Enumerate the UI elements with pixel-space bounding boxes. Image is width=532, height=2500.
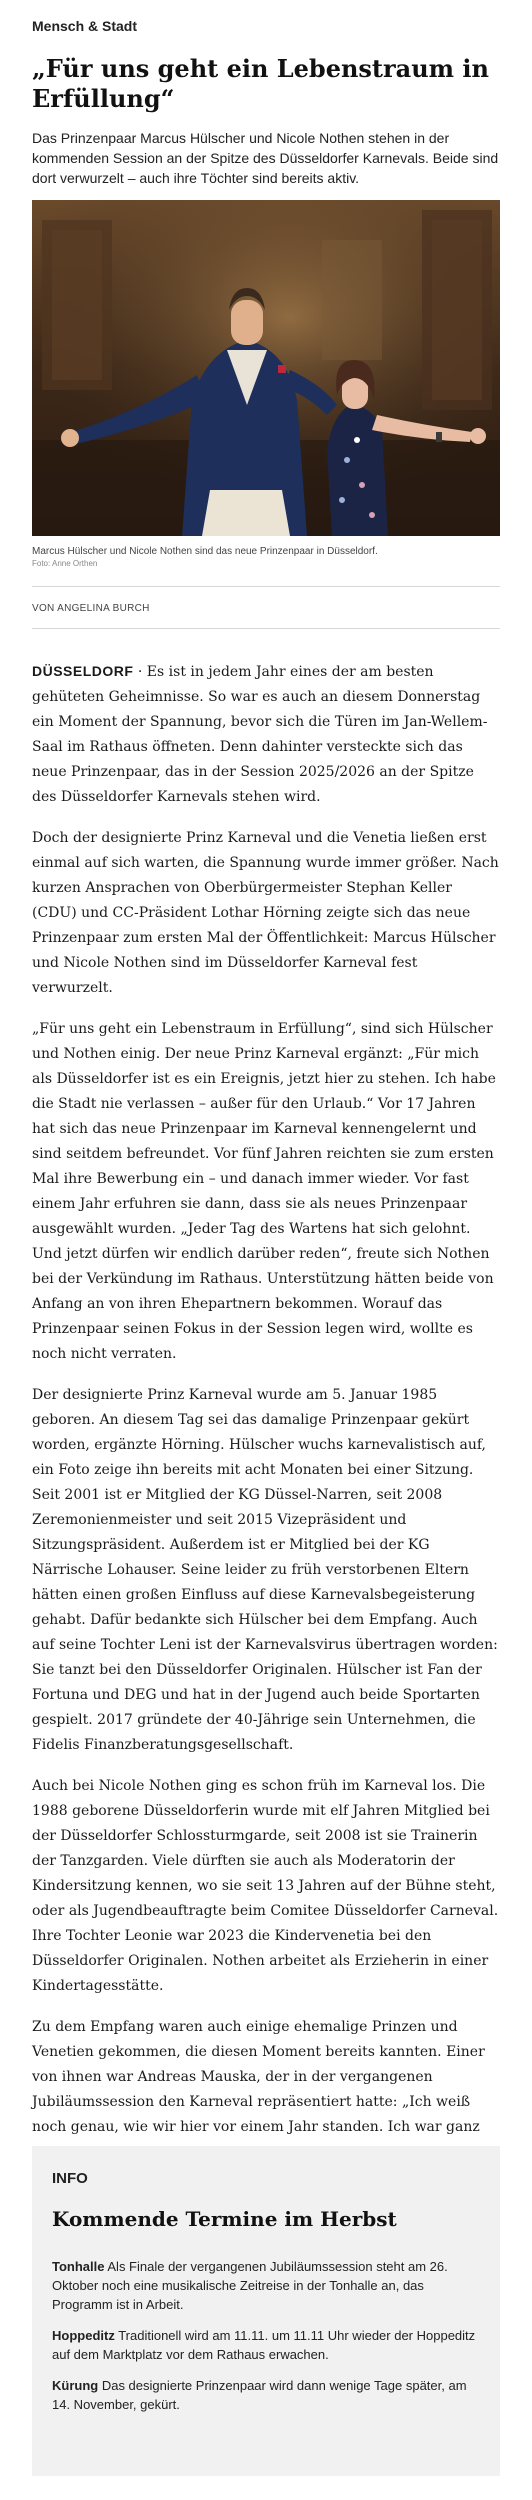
info-item <box>52 2326 480 2364</box>
paragraph: Doch der designierte Prinz Karneval und die Venetia ließen erst einmal auf sich warten, die Spannung wurde immer größer. Nach kurzen Ansprachen von Oberbürgermeister Stephan Keller (CDU) und CC-Präsident Lothar Hörning zeigte sich das neue Prinzenpaar zum ersten Mal der Öffentlichkeit: Marcus Hülscher und Nicole Nothen sind im Düsseldorfer Karneval fest verwurzelt. <box>32 830 499 996</box>
info-tag: INFO <box>52 2170 88 2187</box>
info-box <box>32 2146 500 2476</box>
info-term: Hoppeditz <box>52 2328 115 2343</box>
teaser: Das Prinzenpaar Marcus Hülscher und Nicole Nothen stehen in der kommenden Session an der Spitze des Düsseldorfer Karnevals. Beide sind dort verwurzelt – auch ihre Töchter sind bereits aktiv. <box>32 130 499 186</box>
info-text: Das designierte Prinzenpaar wird dann wenige Tage später, am 14. November, gekürt. <box>52 2378 467 2412</box>
info-item <box>52 2257 480 2314</box>
info-text: Traditionell wird am 11.11. um 11.11 Uhr wieder der Hoppeditz auf dem Marktplatz vor dem Rathaus erwachen. <box>52 2328 476 2362</box>
paragraph: Zu dem Empfang waren auch einige ehemalige Prinzen und Venetien gekommen, die diesen Moment bereits kannten. Einer von ihnen war Andreas Mauska, der in der vergangenen Jubiläumssession den Karneval repräsentiert hatte: „Ich weiß noch genau, wie wir hier vor einem Jahr standen. Ich war ganz <box>32 2019 485 2135</box>
info-item <box>52 2376 480 2414</box>
article-header <box>0 0 532 188</box>
article-photo[interactable] <box>32 200 500 536</box>
paragraph: „Für uns geht ein Lebenstraum in Erfüllung“, sind sich Hülscher und Nothen einig. Der neue Prinz Karneval ergänzt: „Für mich als Düsseldorfer ist es ein Ereignis, jetzt hier zu stehen. Ich habe die Stadt nie verlassen – außer für den Urlaub.“ Vor 17 Jahren hat sich das neue Prinzenpaar im Karneval kennengelernt und sind seitdem befreundet. Vor fünf Jahren reichten sie zum ersten Mal ihre Bewerbung ein – und danach immer wieder. Vor fast einem Jahr erfuhren sie dann, dass sie als neues Prinzenpaar ausgewählt wurden. „Jeder Tag des Wartens hat sich gelohnt. Und jetzt dürfen wir endlich darüber reden“, freute sich Nothen bei der Verkündung im Rathaus. Unterstützung hätten beide von Anfang an von ihren Ehepartnern bekommen. Worauf das Prinzenpaar seinen Fokus in der Session legen wird, wollte es noch nicht verraten. <box>32 1021 496 1362</box>
info-term: Kürung <box>52 2378 99 2393</box>
info-text: Als Finale der vergangenen Jubiläumssession steht am 26. Oktober noch eine musikalische Zeitreise in der Tonhalle an, das Programm ist in Arbeit. <box>52 2259 448 2312</box>
section-label[interactable]: Mensch & Stadt <box>32 18 138 34</box>
article-figure <box>32 200 500 568</box>
paragraph: Der designierte Prinz Karneval wurde am 5. Januar 1985 geboren. An diesem Tag sei das damalige Prinzenpaar gekürt worden, ergänzte Hörning. Hülscher wuchs karnevalistisch auf, ein Foto zeige ihn bereits mit acht Monaten bei einer Sitzung. Seit 2001 ist er Mitglied der KG Düssel-Narren, seit 2008 Zeremonienmeister und seit 2015 Vizepräsident und Sitzungspräsident. Außerdem ist er Mitglied bei der KG Närrische Lohauser. Seine leider zu früh verstorbenen Eltern hätten einen großen Einfluss auf diese Karnevalsbegeisterung gehabt. Dafür bedankte sich Hülscher bei dem Empfang. Auch auf seine Tochter Leni ist der Karnevalsvirus übertragen worden: Sie tanzt bei den Düsseldorfer Originalen. Hülscher ist Fan der Fortuna und DEG und hat in der Jugend auch beide Sportarten gespielt. 2017 gründete der 40-Jährige sein Unternehmen, die Fidelis Finanzberatungsgesellschaft. <box>32 1387 498 1753</box>
headline: „Für uns geht ein Lebenstraum in Erfüllung“ <box>32 54 489 113</box>
author-byline: VON ANGELINA BURCH <box>32 603 150 614</box>
dateline: DÜSSELDORF <box>32 663 134 679</box>
info-term: Tonhalle <box>52 2259 105 2274</box>
info-title: Kommende Termine im Herbst <box>52 2207 397 2231</box>
paragraph: Auch bei Nicole Nothen ging es schon früh im Karneval los. Die 1988 geborene Düsseldorferin wurde mit elf Jahren Mitglied bei der Düsseldorfer Schlossturmgarde, seit 2008 ist sie Trainerin der Tanzgarden. Viele dürften sie auch als Moderatorin der Kindersitzung kennen, wo sie seit 13 Jahren auf der Bühne steht, oder als Jugendbeauftragte beim Comitee Düsseldorfer Carneval. Ihre Tochter Leonie war 2023 die Kindervenetia bei den Düsseldorfer Originalen. Nothen arbeitet als Erzieherin in einer Kindertagesstätte. <box>32 1778 499 1994</box>
image-credit: Foto: Anne Orthen <box>32 559 98 568</box>
article-body <box>0 629 532 2139</box>
photo-illustration <box>32 200 500 536</box>
paragraph <box>32 659 500 810</box>
image-caption: Marcus Hülscher und Nicole Nothen sind das neue Prinzenpaar in Düsseldorf. <box>32 546 378 557</box>
paragraph-text: · Es ist in jedem Jahr eines der am besten gehüteten Geheimnisse. So war es auch an diesem Donnerstag ein Moment der Spannung, bevor sich die Türen im Jan-Wellem-Saal im Rathaus öffneten. Denn dahinter versteckte sich das neue Prinzenpaar, das in der Session 2025/2026 an der Spitze des Düsseldorfer Karnevals stehen wird. <box>32 664 488 805</box>
